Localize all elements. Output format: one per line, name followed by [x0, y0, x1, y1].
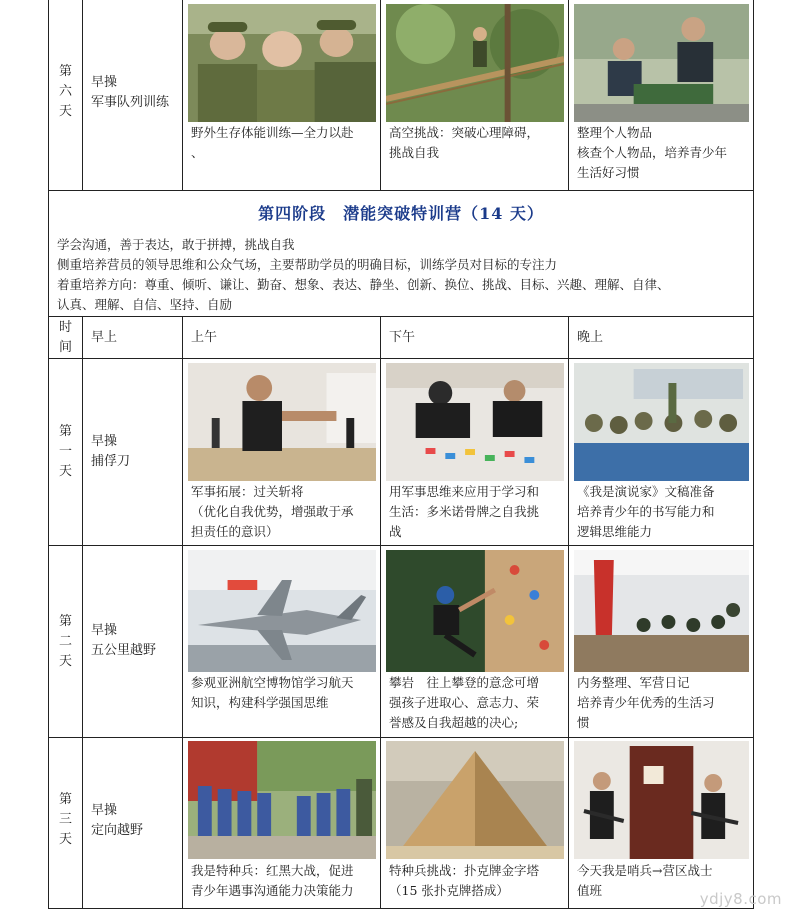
eve-caption: 整理个人物品 核查个人物品，培养青少年 生活好习惯: [577, 125, 728, 180]
photo-speech-prep: [574, 363, 749, 481]
day-label: 第 二 天: [58, 614, 72, 669]
eve-caption: 内务整理、军营日记 培养青少年优秀的生活习 惯: [577, 675, 715, 730]
photo-organizing-items: [574, 4, 749, 122]
morning-activity: 早操 捕俘刀: [91, 434, 131, 469]
table-row-day3: [49, 737, 753, 908]
eve-cell: [569, 0, 753, 190]
header-eve: 晚上: [577, 330, 604, 345]
table-row-day1: [49, 358, 753, 545]
eve-caption: 今天我是哨兵→营区战士 值班: [577, 863, 713, 898]
day-label-cell: [49, 0, 83, 190]
header-time: 时 间: [49, 317, 83, 358]
day-label: 第 一 天: [58, 424, 72, 479]
stage-direction-line: 着重培养方向：尊重、倾听、谦让、勤奋、想象、表达、静坐、创新、换位、挑战、目标、兴趣、理解、自律、: [57, 277, 670, 292]
morning-activity: 早操 五公里越野: [91, 623, 157, 658]
am-cell: [183, 738, 381, 908]
site-watermark: ydjy8.com: [699, 890, 782, 908]
day-label: 第 六 天: [58, 64, 72, 119]
day-label-cell: [49, 359, 83, 545]
stage-goal-line: 学会沟通，善于表达，敢于拼搏，挑战自我: [57, 237, 295, 252]
eve-cell: [569, 359, 753, 545]
pm-caption: 用军事思维来应用于学习和 生活：多米诺骨牌之自我挑 战: [389, 484, 540, 539]
morning-cell: [83, 359, 183, 545]
am-caption: 军事拓展：过关斩将 （优化自我优势，增强敢于承 担责任的意识）: [191, 484, 354, 539]
pm-cell: [381, 738, 569, 908]
am-cell: [183, 546, 381, 737]
am-cell: [183, 359, 381, 545]
schedule-table: [48, 0, 754, 909]
photo-special-forces: [188, 741, 376, 859]
header-am: 上午: [183, 317, 381, 358]
eve-cell: [569, 738, 753, 908]
table-row-day6: [49, 0, 753, 190]
pm-caption: 高空挑战：突破心理障碍， 挑战自我: [389, 125, 540, 160]
photo-military-diary: [574, 550, 749, 672]
stage-title: 第四阶段 潜能突破特训营（14 天）: [258, 204, 544, 223]
photo-domino-challenge: [386, 363, 564, 481]
morning-activity: 早操 定向越野: [91, 803, 144, 838]
pm-cell: [381, 0, 569, 190]
day-label: 第 三 天: [58, 792, 72, 847]
am-caption: 野外生存体能训练—全力以赴 、: [191, 125, 354, 160]
eve-cell: [569, 546, 753, 737]
photo-card-pyramid: [386, 741, 564, 859]
pm-cell: [381, 546, 569, 737]
photo-rock-climbing: [386, 550, 564, 672]
table-row-day2: [49, 545, 753, 737]
header-pm: 下午: [381, 317, 569, 358]
morning-cell: [83, 546, 183, 737]
photo-survival-training: [188, 4, 376, 122]
pm-caption: 攀岩 往上攀登的意念可增 强孩子进取心、意志力、荣 誉感及自我超越的决心;: [389, 675, 540, 730]
am-caption: 参观亚洲航空博物馆学习航天 知识，构建科学强国思维: [191, 675, 354, 710]
photo-aviation-museum: [188, 550, 376, 672]
am-caption: 我是特种兵：红黑大战，促进 青少年遇事沟通能力决策能力: [191, 863, 354, 898]
day-label-cell: [49, 546, 83, 737]
column-header-row: [49, 316, 753, 358]
eve-caption: 《我是演说家》文稿准备 培养青少年的书写能力和 逻辑思维能力: [577, 484, 715, 539]
morning-activity: 早操 军事队列训练: [91, 75, 170, 110]
am-cell: [183, 0, 381, 190]
photo-sentry-duty: [574, 741, 749, 859]
morning-cell: [83, 0, 183, 190]
morning-cell: [83, 738, 183, 908]
stage-direction-line-2: 认真、理解、自信、坚持、自励: [57, 297, 233, 312]
pm-cell: [381, 359, 569, 545]
header-morning: 早上: [83, 317, 183, 358]
stage-four-section: [49, 190, 753, 317]
day-label-cell: [49, 738, 83, 908]
stage-focus-line: 侧重培养营员的领导思维和公众气场，主要帮助学员的明确目标，训练学员对目标的专注力: [57, 257, 558, 272]
photo-high-ropes: [386, 4, 564, 122]
pm-caption: 特种兵挑战：扑克牌金字塔 （15 张扑克牌搭成）: [389, 863, 540, 898]
photo-military-expansion: [188, 363, 376, 481]
